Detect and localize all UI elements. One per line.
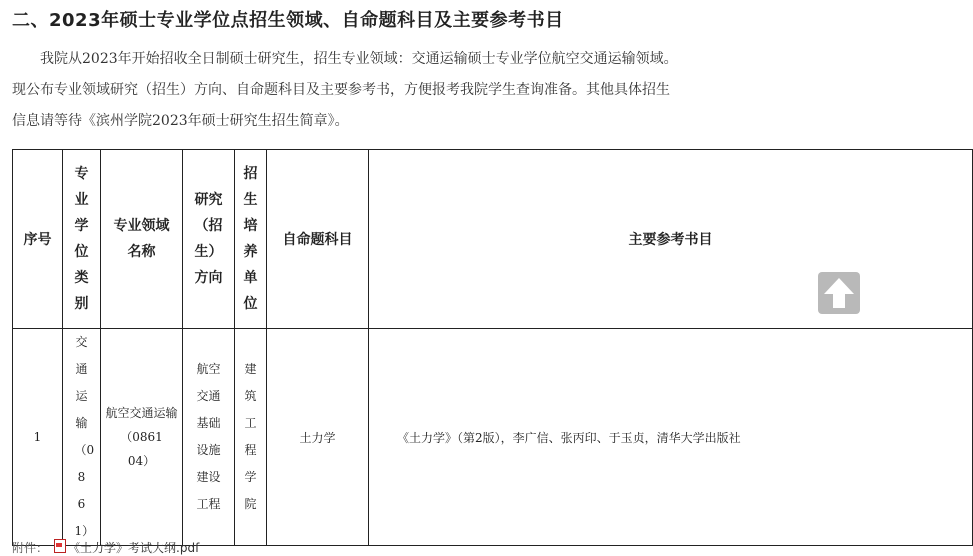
admissions-table-container bbox=[12, 149, 812, 538]
admissions-table bbox=[12, 149, 973, 546]
section-heading: 二、2023年硕士专业学位点招生领域、自命题科目及主要参考书目 bbox=[12, 10, 564, 31]
cell-field bbox=[101, 329, 183, 546]
cell-seq: 1 bbox=[13, 329, 63, 546]
cell-refs: 《土力学》（第2版），李广信、张丙印、于玉贞，清华大学出版社 bbox=[369, 329, 973, 546]
header-subject: 自命题科目 bbox=[267, 150, 369, 329]
attachment-label: 附件： bbox=[12, 541, 49, 555]
cell-unit: 建筑工程学院 bbox=[235, 329, 267, 546]
arrow-up-icon bbox=[818, 272, 860, 314]
intro-paragraph bbox=[12, 44, 810, 137]
intro-line-1: 我院从2023年开始招收全日制硕士研究生，招生专业领域：交通运输硕士专业学位航空交通运输领域。 bbox=[40, 51, 678, 67]
field-code: （086104） bbox=[120, 430, 163, 468]
table-row bbox=[13, 329, 973, 546]
header-seq: 序号 bbox=[13, 150, 63, 329]
back-to-top-button[interactable] bbox=[818, 272, 860, 314]
header-unit: 招生培养单位 bbox=[235, 150, 267, 329]
header-category: 专业学位类别 bbox=[63, 150, 101, 329]
field-name: 航空交通运输 bbox=[105, 406, 178, 420]
attachment-link[interactable]: 《土力学》考试大纲.pdf bbox=[68, 541, 200, 555]
cell-subject: 土力学 bbox=[267, 329, 369, 546]
intro-line-3: 信息请等待《滨州学院2023年硕士研究生招生简章》。 bbox=[12, 113, 349, 129]
cell-category: 交通运输（0861） bbox=[63, 329, 101, 546]
pdf-icon bbox=[54, 539, 66, 553]
attachment-footer bbox=[12, 538, 199, 556]
header-refs: 主要参考书目 bbox=[369, 150, 973, 329]
header-field: 专业领域名称 bbox=[101, 150, 183, 329]
header-direction: 研究（招生）方向 bbox=[183, 150, 235, 329]
intro-line-2: 现公布专业领域研究（招生）方向、自命题科目及主要参考书，方便报考我院学生查询准备。其他具体招生 bbox=[12, 82, 670, 98]
cell-direction: 航空交通基础设施建设工程 bbox=[183, 329, 235, 546]
